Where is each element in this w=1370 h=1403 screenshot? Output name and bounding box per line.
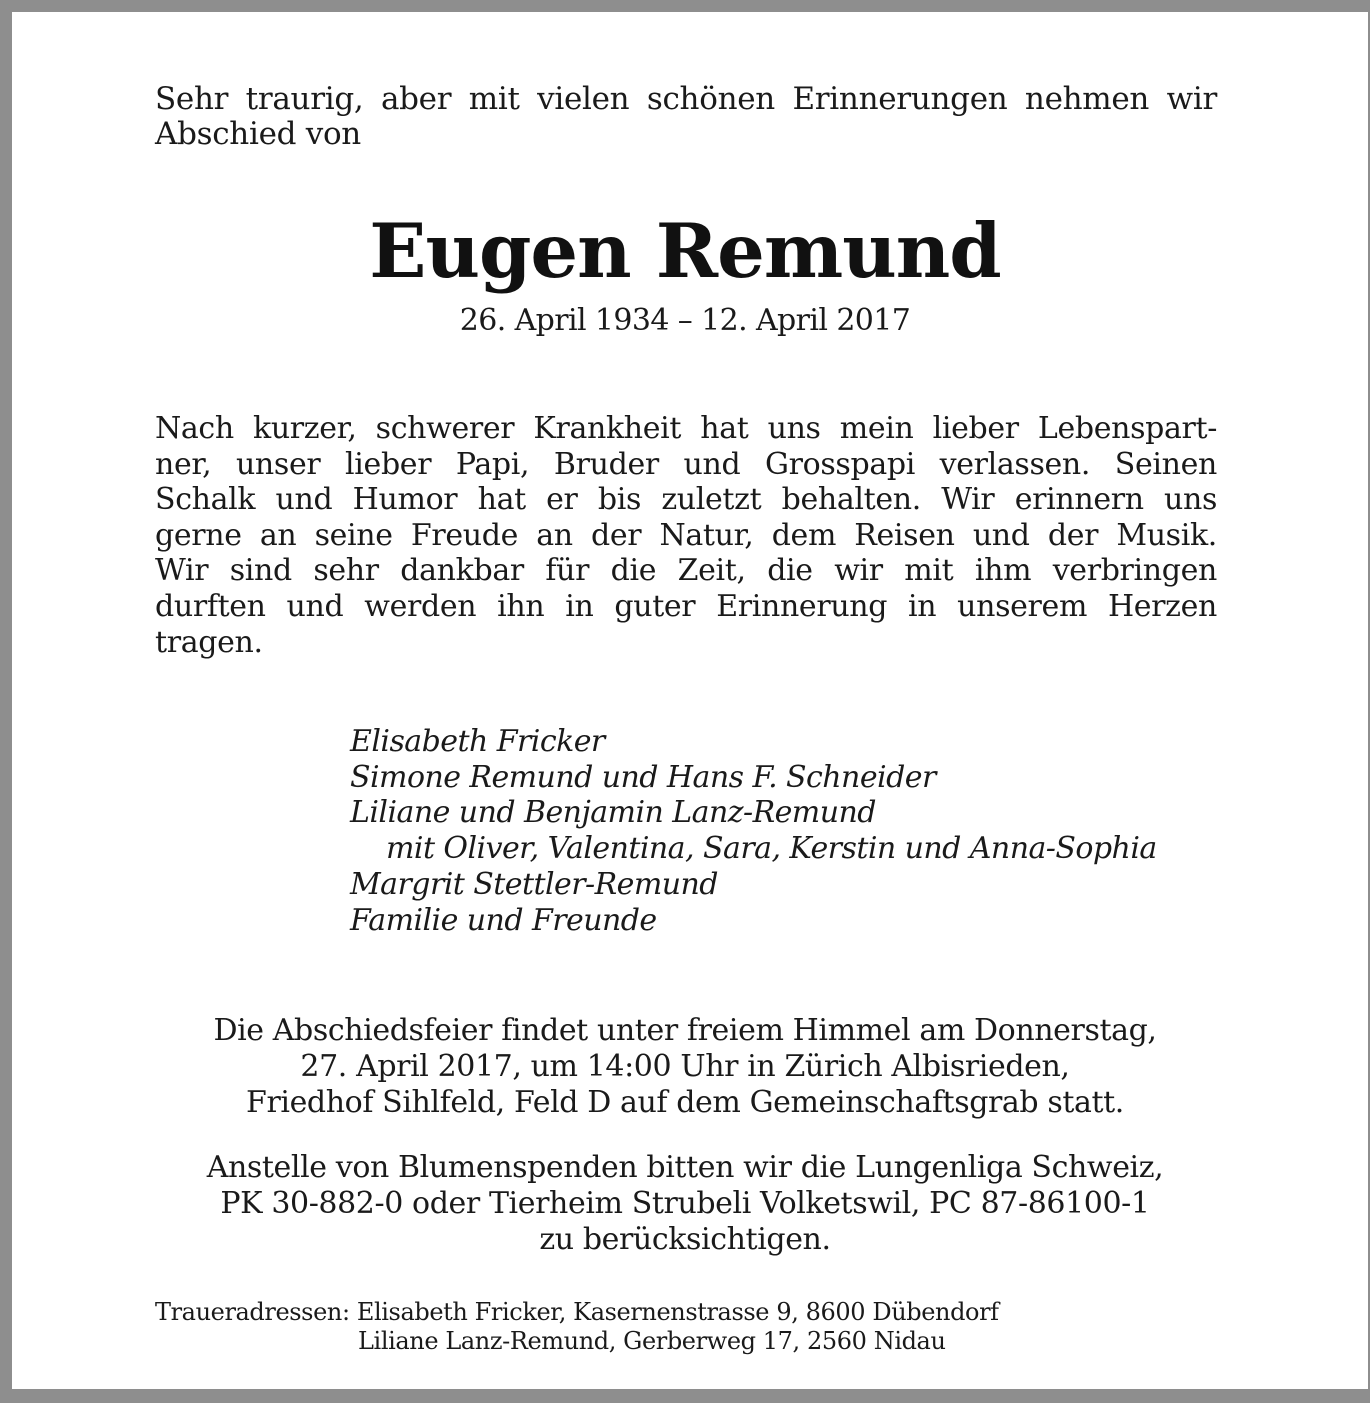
message-line: ner, unser lieber Papi, Bruder und Grosspapi verlassen. Seinen [155, 446, 1217, 482]
message-line: durften und werden ihn in guter Erinnerung in unserem Herzen [155, 588, 1217, 624]
donation-line: PK 30-882-0 oder Tierheim Strubeli Volketswil, PC 87-86100-1 [220, 1186, 1150, 1221]
ceremony-info [0, 1013, 1370, 1121]
intro-text: Sehr traurig, aber mit vielen schönen Erinnerungen nehmen wir Abschied von [155, 81, 1217, 152]
mourner-name: Margrit Stettler-Remund [350, 866, 718, 902]
donation-info [0, 1150, 1370, 1258]
mourners-list [350, 724, 1157, 938]
mourner-name: Elisabeth Fricker [350, 724, 605, 759]
address-line: Elisabeth Fricker, Kasernenstrasse 9, 8600 Dübendorf [356, 1298, 999, 1326]
mourner-name: Simone Remund und Hans F. Schneider [350, 759, 936, 795]
message-line: Nach kurzer, schwerer Krankheit hat uns mein lieber Lebenspart- [155, 411, 1217, 446]
message-line: Wir sind sehr dankbar für die Zeit, die wir mit ihm verbringen [155, 553, 1217, 589]
address-line: Liliane Lanz-Remund, Gerberweg 17, 2560 Nidau [358, 1327, 946, 1355]
message-line: tragen. [155, 624, 263, 660]
deceased-name: Eugen Remund [369, 207, 1001, 295]
ceremony-line: Friedhof Sihlfeld, Feld D auf dem Gemeinschaftsgrab statt. [246, 1085, 1124, 1120]
life-dates: 26. April 1934 – 12. April 2017 [459, 303, 911, 338]
ceremony-line: 27. April 2017, um 14:00 Uhr in Zürich Albisrieden, [300, 1049, 1070, 1084]
donation-line: Anstelle von Blumenspenden bitten wir die Lungenliga Schweiz, [206, 1150, 1164, 1185]
message-paragraph [155, 411, 1217, 660]
addresses-label: Traueradressen: [155, 1298, 350, 1326]
mourner-name: Liliane und Benjamin Lanz-Remund [350, 795, 876, 831]
mourner-name: Familie und Freunde [350, 902, 657, 938]
address-row [155, 1298, 999, 1327]
address-row [155, 1327, 999, 1356]
mourning-addresses [155, 1298, 999, 1356]
message-line: gerne an seine Freude an der Natur, dem Reisen und der Musik. [155, 517, 1217, 553]
donation-line: zu berücksichtigen. [539, 1222, 831, 1257]
mourner-children: mit Oliver, Valentina, Sara, Kerstin und Anna-Sophia [386, 831, 1157, 867]
message-line: Schalk und Humor hat er bis zuletzt behalten. Wir erinnern uns [155, 482, 1217, 518]
ceremony-line: Die Abschiedsfeier findet unter freiem Himmel am Donnerstag, [213, 1013, 1157, 1048]
